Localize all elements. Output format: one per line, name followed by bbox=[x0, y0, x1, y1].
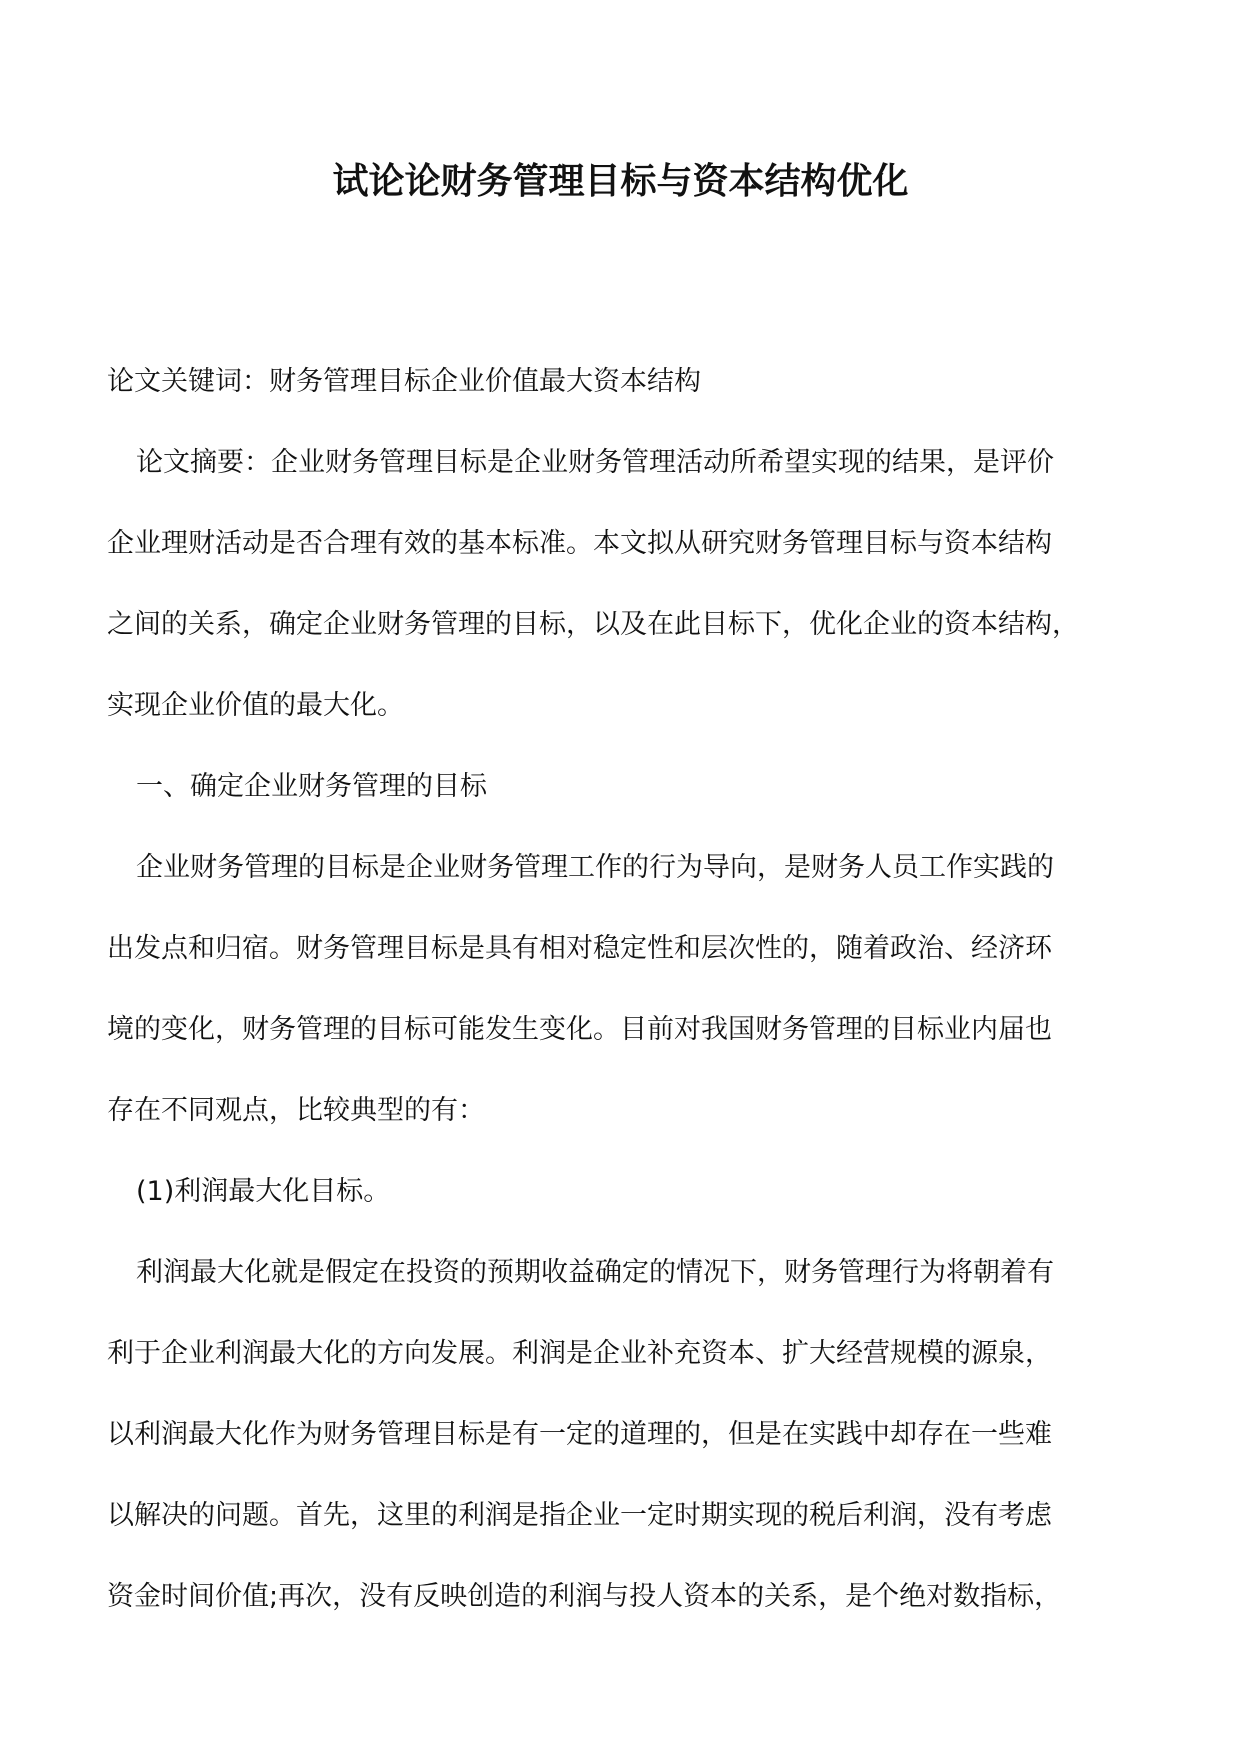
subsection-heading: (1)利润最大化目标。 bbox=[136, 1176, 391, 1207]
abstract-line: 论文摘要：企业财务管理目标是企业财务管理活动所希望实现的结果，是评价 bbox=[136, 447, 1054, 478]
document-title: 试论论财务管理目标与资本结构优化 bbox=[332, 160, 909, 202]
paragraph-line: 存在不同观点，比较典型的有： bbox=[107, 1095, 485, 1126]
keywords-line: 论文关键词：财务管理目标企业价值最大资本结构 bbox=[107, 366, 701, 397]
document-body bbox=[107, 341, 1135, 1637]
abstract-line: 企业理财活动是否合理有效的基本标准。本文拟从研究财务管理目标与资本结构 bbox=[107, 528, 1052, 559]
paragraph-line: 出发点和归宿。财务管理目标是具有相对稳定性和层次性的，随着政治、经济环 bbox=[107, 933, 1052, 964]
paragraph-line: 资金时间价值;再次，没有反映创造的利润与投人资本的关系，是个绝对数指标， bbox=[107, 1581, 1062, 1612]
paragraph-line: 以利润最大化作为财务管理目标是有一定的道理的，但是在实践中却存在一些难 bbox=[107, 1419, 1052, 1450]
paragraph-line: 以解决的问题。首先，这里的利润是指企业一定时期实现的税后利润，没有考虑 bbox=[107, 1500, 1052, 1531]
paragraph-line: 利于企业利润最大化的方向发展。利润是企业补充资本、扩大经营规模的源泉， bbox=[107, 1338, 1052, 1369]
abstract-line: 实现企业价值的最大化。 bbox=[107, 690, 404, 721]
paragraph-line: 境的变化，财务管理的目标可能发生变化。目前对我国财务管理的目标业内届也 bbox=[107, 1014, 1052, 1045]
abstract-line: 之间的关系，确定企业财务管理的目标，以及在此目标下，优化企业的资本结构， bbox=[107, 609, 1079, 640]
section-heading: 一、确定企业财务管理的目标 bbox=[136, 771, 487, 802]
paragraph-line: 利润最大化就是假定在投资的预期收益确定的情况下，财务管理行为将朝着有 bbox=[136, 1257, 1054, 1288]
paragraph-line: 企业财务管理的目标是企业财务管理工作的行为导向，是财务人员工作实践的 bbox=[136, 852, 1054, 883]
